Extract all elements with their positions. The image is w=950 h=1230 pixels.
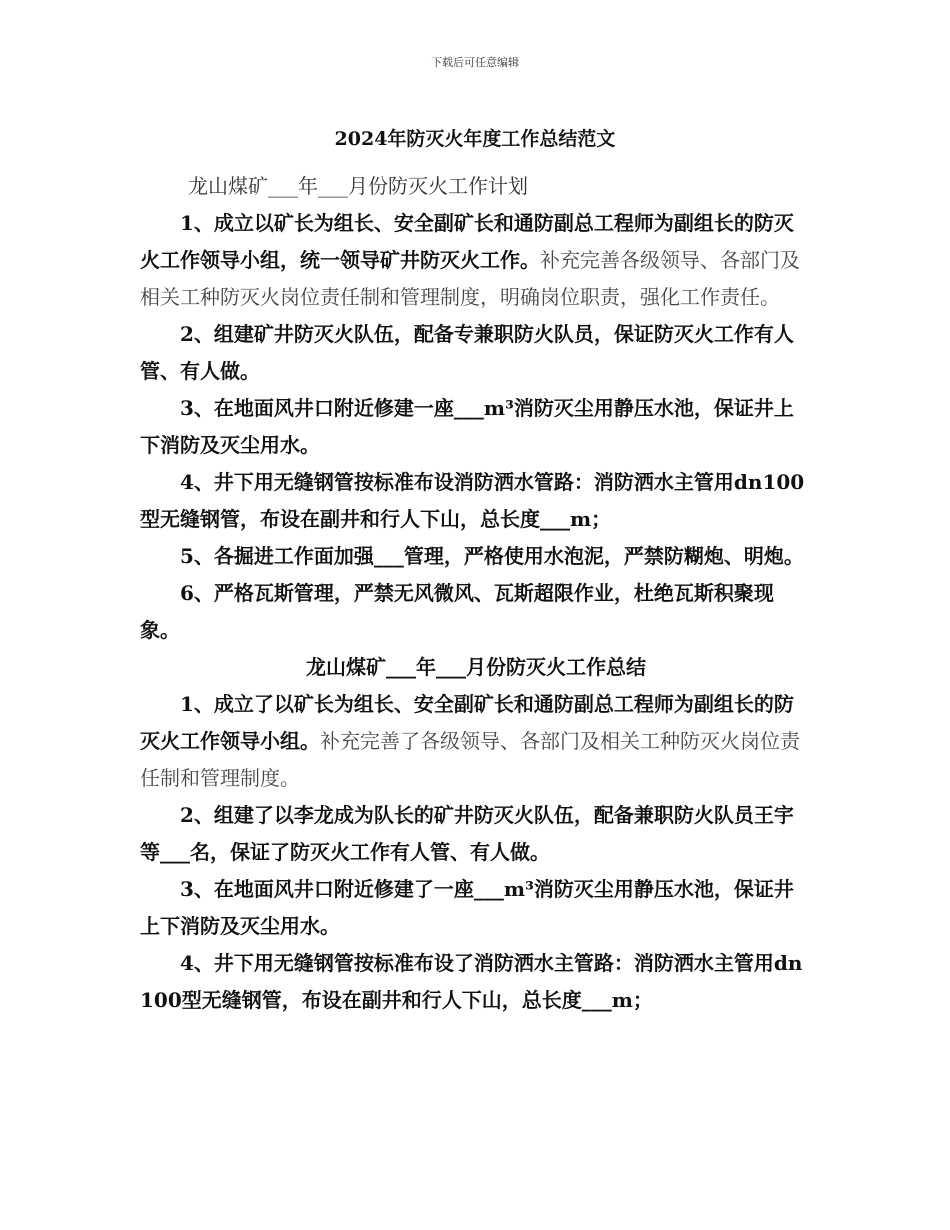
- summary-item: 2、组建了以李龙成为队长的矿井防灭火队伍，配备兼职防火队员王宇等___名，保证了防灭火工作有人管、有人做。: [140, 803, 794, 864]
- plan-item: 3、在地面风井口附近修建一座___m³消防灭尘用静压水池，保证井上下消防及灭尘用水。: [140, 396, 794, 457]
- plan-item: 6、严格瓦斯管理，严禁无风微风、瓦斯超限作业，杜绝瓦斯积聚现象。: [140, 581, 774, 642]
- plan-item: 2、组建矿井防灭火队伍，配备专兼职防火队员，保证防灭火工作有人管、有人做。: [140, 322, 794, 383]
- summary-item: 4、井下用无缝钢管按标准布设了消防洒水主管路：消防洒水主管用dn100型无缝钢管，布设在副井和行人下山，总长度___m；: [140, 951, 803, 1012]
- summary-heading: 龙山煤矿___年___月份防灭火工作总结: [306, 655, 646, 679]
- summary-item: 3、在地面风井口附近修建了一座___m³消防灭尘用静压水池，保证井上下消防及灭尘用水。: [140, 877, 794, 938]
- plan-heading: 龙山煤矿___年___月份防灭火工作计划: [188, 174, 528, 198]
- plan-item: [140, 205, 812, 316]
- summary-item-bold: 1、成立了以矿长为组长、安全副矿长和通防副总工程师为副组长的防灭火工作领导小组。: [140, 692, 794, 753]
- plan-item: 4、井下用无缝钢管按标准布设消防洒水管路：消防洒水主管用dn100型无缝钢管，布设在副井和行人下山，总长度___m；: [140, 470, 805, 531]
- summary-item: [140, 686, 812, 797]
- document-body: [140, 168, 812, 1019]
- plan-item: 5、各掘进工作面加强___管理，严格使用水泡泥，严禁防糊炮、明炮。: [180, 544, 804, 568]
- document-title: 2024年防灭火年度工作总结范文: [334, 128, 616, 150]
- summary-item-plain: 补充完善了各级领导、各部门及相关工种防灭火岗位责任制和管理制度。: [140, 729, 800, 790]
- page-header: 下载后可任意编辑: [431, 56, 519, 69]
- plan-item-plain: 补充完善各级领导、各部门及相关工种防灭火岗位责任制和管理制度，明确岗位职责，强化工作责任。: [140, 248, 800, 309]
- plan-item-bold: 1、成立以矿长为组长、安全副矿长和通防副总工程师为副组长的防灭火工作领导小组，统一领导矿井防灭火工作。: [140, 211, 794, 272]
